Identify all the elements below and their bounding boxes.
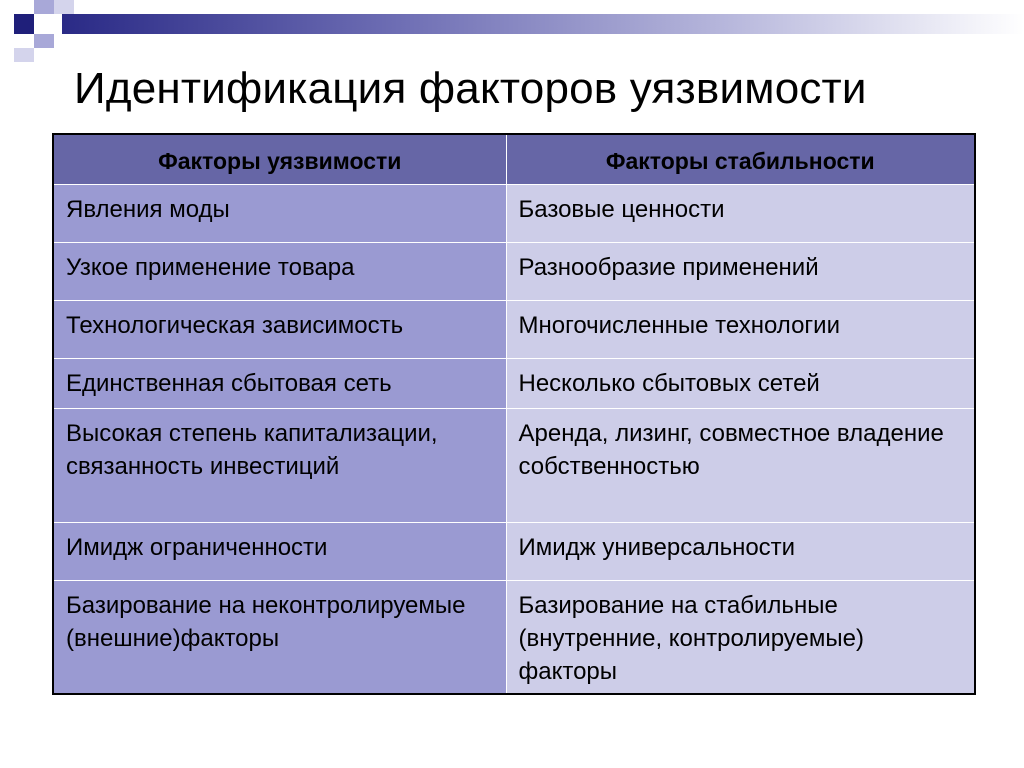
vulnerability-cell: Явления моды — [53, 184, 506, 242]
table-header-row — [53, 134, 975, 184]
stability-cell: Аренда, лизинг, совместное владение собственностью — [506, 408, 975, 522]
decorative-top-bar — [62, 14, 1024, 34]
factors-table-container — [52, 133, 976, 695]
header-stability-factors: Факторы стабильности — [506, 134, 975, 184]
vulnerability-cell: Узкое применение товара — [53, 242, 506, 300]
corner-square-lavender-2 — [34, 34, 54, 48]
vulnerability-cell: Базирование на неконтролируемые (внешние)факторы — [53, 580, 506, 694]
vulnerability-cell: Технологическая зависимость — [53, 300, 506, 358]
table-row — [53, 580, 975, 694]
stability-cell: Базовые ценности — [506, 184, 975, 242]
stability-cell: Базирование на стабильные (внутренние, контролируемые) факторы — [506, 580, 975, 694]
factors-table — [52, 133, 976, 695]
corner-square-pale — [54, 0, 74, 14]
vulnerability-cell: Высокая степень капитализации, связанность инвестиций — [53, 408, 506, 522]
slide-title: Идентификация факторов уязвимости — [74, 64, 867, 113]
table-row — [53, 242, 975, 300]
stability-cell: Несколько сбытовых сетей — [506, 358, 975, 408]
table-row — [53, 300, 975, 358]
header-vulnerability-factors: Факторы уязвимости — [53, 134, 506, 184]
stability-cell: Многочисленные технологии — [506, 300, 975, 358]
stability-cell: Имидж универсальности — [506, 522, 975, 580]
corner-square-lavender — [34, 0, 54, 14]
corner-square-navy — [14, 14, 34, 34]
table-row — [53, 358, 975, 408]
table-row — [53, 522, 975, 580]
table-row — [53, 408, 975, 522]
stability-cell: Разнообразие применений — [506, 242, 975, 300]
vulnerability-cell: Единственная сбытовая сеть — [53, 358, 506, 408]
table-row — [53, 184, 975, 242]
corner-square-pale-2 — [14, 48, 34, 62]
vulnerability-cell: Имидж ограниченности — [53, 522, 506, 580]
